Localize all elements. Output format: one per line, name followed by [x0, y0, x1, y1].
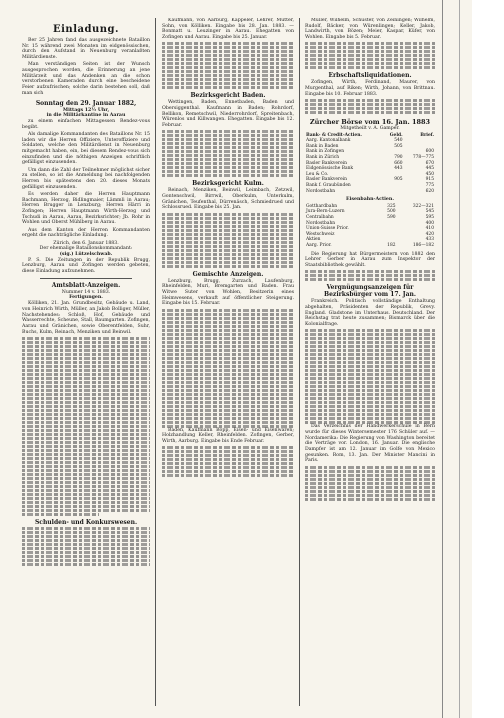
- dense-text-line: [305, 478, 435, 481]
- dense-text-line: [305, 417, 435, 420]
- dense-text-line: [22, 385, 150, 388]
- dense-text-line: [162, 405, 294, 408]
- dense-text-line: [22, 473, 150, 476]
- dense-text-line: [162, 229, 294, 232]
- dense-text-line: [162, 150, 294, 153]
- dense-text-line: [162, 146, 294, 149]
- dense-text-line: [162, 341, 294, 344]
- dense-text-line: [162, 329, 294, 332]
- dense-text-line: [22, 563, 150, 566]
- dense-text-line: [162, 325, 294, 328]
- column-rule: [299, 18, 300, 706]
- dense-text-line: [162, 237, 294, 240]
- dense-text-line: [162, 361, 294, 364]
- bourse-cell-name: Leu & Co.: [306, 171, 329, 177]
- section-subtitle: Nummer 14 v. 1883.: [61, 289, 111, 295]
- dense-text-line: [305, 490, 435, 493]
- dense-text-line: [22, 405, 150, 408]
- dense-text-line: [22, 337, 150, 340]
- column-left: [22, 18, 150, 708]
- dense-text-line: [162, 58, 294, 61]
- dense-text-line: [22, 461, 150, 464]
- dense-text-line: [162, 86, 294, 89]
- dense-text-line: [22, 341, 150, 344]
- dense-text-line: [22, 489, 150, 492]
- dense-text-line: [162, 42, 294, 45]
- dense-text-line: [305, 397, 435, 400]
- bourse-row: [305, 189, 435, 195]
- dense-text-line: [162, 389, 294, 392]
- bourse-cell-value: 778—775: [412, 155, 434, 160]
- dense-text-line: [22, 481, 150, 484]
- column-right: [305, 18, 435, 708]
- dense-text-line: [22, 441, 150, 444]
- invitation-paragraph: Es werden daher die Herren Hauptmann Bachmann, Herzog, Bidlingmaier, Lämmli in Aarau; Herren Brugger in Lenzburg; Herren Härri in Zofingen; Herren Hauptmann Wirth-Herzog und Tschudi in Aarau, Aarau, Bezirksrichter; Jb. Rohr in Wohlen und Oberst Mühlberg in Aarau.: [22, 191, 150, 226]
- bourse-cell-value: 500: [387, 209, 396, 215]
- postscript: P. S. Die Zeitungen in der Republik Brugg, Lenzburg, Aarau und Zofingen werden gebeten, diese Einladung aufzunehmen.: [22, 257, 150, 275]
- dense-text-line: [162, 66, 294, 69]
- bourse-cell-value: 400: [425, 220, 434, 226]
- dense-text-line: [305, 341, 435, 344]
- dense-text-line: [305, 389, 435, 392]
- dense-text-line: [22, 535, 150, 538]
- dense-text-line: [22, 527, 150, 530]
- column-rule: [155, 18, 156, 706]
- dense-text-line: [162, 446, 294, 449]
- dense-text-line: [162, 321, 294, 324]
- dense-text-line: [22, 501, 150, 504]
- dense-text-line: [162, 409, 294, 412]
- bourse-cell-name: Eidgenössische Bank: [306, 166, 354, 172]
- dense-text-line: [22, 493, 150, 496]
- dense-text-line: [22, 401, 150, 404]
- dense-text-line: [22, 365, 150, 368]
- bourse-cell-value: 775: [425, 182, 434, 188]
- bourse-cell-value: 790: [394, 155, 403, 160]
- dense-text-line: [162, 401, 294, 404]
- dense-text-line: [162, 138, 294, 141]
- dense-text-line: [162, 225, 294, 228]
- bourse-cell-value: 186—182: [412, 243, 434, 249]
- bourse-cell-name: Basler Bankverein: [306, 160, 347, 166]
- dense-text-line: [162, 417, 294, 420]
- invitation-intro: Ber 25 Jahren fand das ausgezeichnete Bataillon Nr. 15 während zwei Monaten im eidgenössischen, durch den Aufstand in Neuenburg veranlaßten Militärdienste.: [22, 38, 150, 61]
- dense-text-line: [305, 401, 435, 404]
- dense-text-line: [305, 329, 435, 332]
- dense-text-line: [162, 377, 294, 380]
- dense-text-line: [162, 170, 294, 173]
- dense-text-line: [305, 42, 435, 45]
- dense-text-line: [22, 357, 150, 360]
- dense-text-line: [162, 353, 294, 356]
- dense-text-line: [305, 58, 435, 61]
- dense-text-line: [22, 513, 99, 516]
- subsection-title: Erbschaftsliquidationen.: [328, 72, 412, 80]
- dense-text-line: [22, 425, 150, 428]
- dense-text-line: [162, 462, 294, 465]
- dense-text-line: [22, 497, 150, 500]
- dense-text-line: [22, 465, 150, 468]
- dense-text-line: [305, 66, 435, 69]
- dense-text-line: [162, 257, 294, 260]
- dense-text-line: [162, 217, 294, 220]
- dense-text-line: [22, 393, 150, 396]
- dense-text-line: [305, 353, 435, 356]
- dense-text-line: [22, 485, 150, 488]
- dense-text-line: [305, 369, 435, 372]
- dense-text-line: [22, 389, 150, 392]
- dense-text-line: [162, 82, 294, 85]
- dense-text-line: [162, 74, 294, 77]
- bourse-section: Eisenbahn-Actien.: [346, 197, 394, 203]
- invitation-paragraph: Als damalige Kommandanten des Bataillons Nr. 15 laden wir die Herren Offiziere, Unteroffiziere und Soldaten, welche den Militärdienst in Neuenburg mitgemacht haben, ein, bei diesem Rendez-vous sich einzufinden und die nöthigen Anzeigen schriftlich gefälligst einzusenden.: [22, 131, 150, 166]
- dense-text-line: [22, 413, 150, 416]
- bourse-cell-name: Nordostbahn: [306, 220, 336, 226]
- subsection-title: Bezirksgericht Kulm.: [192, 180, 264, 188]
- bourse-cell-value: 545: [425, 209, 434, 215]
- dense-text-line: [162, 174, 294, 177]
- dense-text-line: [162, 154, 294, 157]
- dense-text-line: [162, 309, 294, 312]
- dense-text-line: [162, 421, 294, 424]
- dense-text-line: [22, 417, 150, 420]
- dense-text-line: [162, 470, 294, 473]
- dense-text-line: [22, 429, 150, 432]
- page-edge-line: [442, 0, 443, 718]
- dense-text-line: [22, 551, 150, 554]
- bourse-cell-value: 915: [425, 177, 434, 183]
- dense-text-line: [22, 539, 150, 542]
- dense-text-line: [162, 317, 294, 320]
- dense-text-line: [305, 494, 435, 497]
- dense-text-line: [305, 361, 435, 364]
- dense-text-line: [305, 498, 435, 501]
- dense-text-line: [22, 449, 150, 452]
- dense-text-line: [162, 249, 294, 252]
- notice-text: Frankreich. Politisch vollständige Enthaltung abgehalten, Präsidenten der Republik, Grevy. England. Gladstone im Unterhaus. Deutschland. Der Reichstag trat heute zusammen; Bismarck über die Kolonialfrage.: [305, 299, 435, 328]
- dense-text-line: [162, 385, 294, 388]
- bourse-cell-value: 433: [425, 237, 434, 243]
- notice-text: Kaufmann, von Aarburg, Kappeler, Lehrer, Mutter, Sohn, von Kölliken. Eingabe bis 28. Jan. 1883. — Bonmatt u. Leuzinger in Aarau. Ehegatten von Zofingen und Aarau. Eingabe bis 25. Januar.: [162, 18, 294, 41]
- bourse-cell-name: Aktien: [306, 237, 321, 243]
- dense-text-line: [22, 453, 150, 456]
- bourse-cell-value: 505: [394, 143, 403, 149]
- event-date: Sonntag den 29. Januar 1882,: [35, 99, 137, 107]
- dense-text-line: [162, 221, 294, 224]
- dense-text-line: [162, 450, 294, 453]
- bourse-cell-value: 420: [425, 231, 434, 237]
- notice-text: Reinach, Menziken, Beinwil, Leimbach, Zetzwil, Gontenschwil, Birrwil, Oberkulm, Unterkulm, Gränichen, Teufenthal, Dürrenäsch, Schmiedrued und Schlossrued. Eingabe bis 25. Jan.: [162, 188, 294, 211]
- bourse-cell-value: 590: [387, 215, 396, 221]
- section-title: Amtsblatt-Anzeigen.: [51, 281, 121, 289]
- dense-text-line: [162, 166, 294, 169]
- bourse-cell-value: 620: [425, 188, 434, 194]
- dense-text-line: [162, 397, 294, 400]
- bourse-cell-name: Westschweiz: [306, 231, 335, 237]
- bourse-cell-name: Aarg. Kantonalbank: [306, 138, 351, 144]
- dense-text-line: [305, 345, 435, 348]
- notice-text: Kölliken, 21. Jan. Grundbesitz, Gebäude u. Land, von Heinrich Wirth, Müller, an Jakob Bolliger, Müller, Nachstehendes: Schloß, Hof, Gebäude und Wasserrechte, Scheune, Stall, Baumgarten. Zofingen, Aarau und Gränichen, sowie Oberentfelden, Suhr, Buchs, Kulm, Reinach, Menziken und Beinwil.: [22, 301, 150, 335]
- dense-text-line: [305, 381, 435, 384]
- signer: (sig.) Lützelschwab.: [59, 251, 113, 257]
- dense-text-line: [162, 142, 294, 145]
- dense-text-line: [305, 373, 435, 376]
- subsection-title: Vergnügungsanzeigen für Bezirksbürger vom 17. Jan.: [324, 284, 416, 299]
- dense-text-line: [305, 103, 435, 106]
- dense-text-line: [22, 369, 150, 372]
- dense-text-line: [162, 158, 294, 161]
- dense-text-line: [162, 349, 294, 352]
- dense-text-line: [305, 482, 435, 485]
- bourse-cell-name: Bank in Zürich: [306, 155, 340, 160]
- bourse-cell-value: Brief.: [420, 132, 434, 138]
- dense-text-line: [162, 241, 294, 244]
- dense-text-line: [162, 130, 294, 133]
- dense-text-line: [162, 345, 294, 348]
- dense-text-line: [22, 445, 150, 448]
- bourse-cell-value: 595: [425, 215, 434, 221]
- dense-text-line: [22, 559, 150, 562]
- dense-text-line: [22, 421, 150, 424]
- bourse-cell-name: Nordostbahn: [306, 188, 336, 194]
- dense-text-line: [305, 274, 435, 277]
- scan-margin: [472, 0, 504, 718]
- dense-text-line: [22, 531, 150, 534]
- dense-text-line: [162, 62, 294, 65]
- bourse-cell-value: 182: [387, 243, 396, 249]
- dense-text-line: [22, 457, 150, 460]
- dense-text-line: [22, 437, 150, 440]
- bourse-cell-name: Basler Bankverein: [306, 177, 347, 183]
- page-edge-line: [459, 0, 460, 718]
- bourse-cell-value: 600: [425, 149, 434, 155]
- bourse-cell-value: 410: [425, 226, 434, 232]
- dense-text-line: [22, 547, 150, 550]
- dense-text-line: [22, 433, 150, 436]
- dense-text-line: [162, 337, 294, 340]
- dense-text-line: [305, 421, 435, 424]
- invitation-paragraph: Aus dem Kanton der Herren Kommandanten ergeht die nachträgliche Einladung.: [22, 227, 150, 239]
- bourse-cell-value: 905: [394, 177, 403, 183]
- dense-text-line: [22, 505, 150, 508]
- dense-text-line: [22, 345, 150, 348]
- subsection-title: Gemischte Anzeigen.: [192, 270, 264, 278]
- notice-text: Lenzburg, Brugg, Zurzach, Laufenburg, Rheinfelden, Muri, Bremgarten und Baden. Frau Witwe Suter von Wohlen, Besitzerin eines Heimwesens, verkauft auf öffentlicher Steigerung. Eingabe bis 15. Februar.: [162, 278, 294, 307]
- dense-text-line: [305, 278, 435, 281]
- dense-text-line: [162, 466, 294, 469]
- dense-text-line: [22, 555, 150, 558]
- bourse-cell-value: 670: [425, 160, 434, 166]
- dense-text-line: [305, 466, 435, 469]
- dense-text-line: [22, 381, 150, 384]
- bourse-cell-name: Bank in Baden: [306, 143, 339, 149]
- bourse-cell-value: [384, 189, 404, 195]
- bourse-title-text: Zürcher Börse: [309, 117, 363, 126]
- dense-text-line: [305, 393, 435, 396]
- bourse-cell-value: 540: [394, 138, 403, 144]
- bourse-cell-value: 445: [425, 166, 434, 172]
- dense-text-line: [162, 213, 294, 216]
- bourse-cell-value: 450: [425, 171, 434, 177]
- bourse-cell-value: 322—321: [412, 203, 434, 209]
- dense-text-line: [162, 46, 294, 49]
- invitation-paragraph: Man verständigen Seiten ist der Wunsch ausgesprochen worden, die Erinnerung an jene Militärzeit und das Andenken an die schon verstorbenen Kameraden durch eine bescheidene Feier aufzufrischen; solche darin bestehen soll, daß man sich: [22, 62, 150, 96]
- dense-text-line: [162, 381, 294, 384]
- bourse-cell-value: Geld.: [389, 132, 403, 138]
- dense-text-line: [162, 78, 294, 81]
- dense-text-line: [305, 50, 435, 53]
- dense-text-line: [162, 369, 294, 372]
- divider: [40, 278, 132, 279]
- notice-text: Müller, Wilhelm, Schuster, von Zeiningen; Wilhelm, Rudolf, Bäcker, von Würenlingen; Keller, Jakob, Landwirth, von Bözen; Meier, Kaspar, Küfer, von Wohlen. Eingabe bis 5. Februar.: [305, 18, 435, 41]
- bourse-cell-name: Aarg. Prior.: [306, 243, 332, 249]
- invitation-title: Einladung.: [53, 24, 119, 35]
- bourse-cell-name: Jura-Bern-Luzern: [306, 209, 345, 215]
- dense-text-line: [162, 458, 294, 461]
- dense-text-line: [22, 469, 150, 472]
- dense-text-line: [305, 349, 435, 352]
- section-title: Schulden- und Konkurswesen.: [34, 518, 138, 526]
- bourse-cell-name: Bank f. Graubünden: [306, 182, 351, 188]
- dense-text-line: [162, 474, 294, 477]
- dense-text-line: [162, 393, 294, 396]
- bourse-title: [305, 118, 435, 126]
- subsection-title: Bezirksgericht Baden.: [190, 92, 266, 100]
- bourse-cell-value: 660: [394, 160, 403, 166]
- dense-text-line: [162, 70, 294, 73]
- bourse-table: [305, 133, 435, 195]
- dense-text-line: [162, 454, 294, 457]
- place-date: Zürich, den 6. Januar 1883.: [53, 240, 119, 246]
- dense-text-line: [162, 357, 294, 360]
- dense-text-line: [22, 409, 150, 412]
- notice-text: Die Regierung hat Bürgermeistern von 1882 den Lehrer Gerber in Aarau zum Inspektor der Staatsbibliothek gewählt.: [305, 251, 435, 269]
- dense-text-line: [305, 365, 435, 368]
- dense-text-line: [22, 477, 150, 480]
- invitation-paragraph: Um dann die Zahl der Teilnehmer möglichst sicher zu stellen, so ist die Anmeldung bei nachfolgenden Herren bis spätestens den 20. dieses Monats gefälligst einzusenden.: [22, 167, 150, 190]
- notice-text: Das Verzeichnis der Handwerkerschule in Bern wurde für dieses Wintersemester 176 Schüler auf. — Nordamerika: Die Regierung von Washington bereitet die Verträge vor. London, 16. Januar. Die englische Dampfer ist am 12. Januar im Golfe von Mexico gesunken. Rom, 13. Jan. Der Minister Mancini in Paris.: [305, 424, 435, 464]
- dense-text-line: [162, 373, 294, 376]
- dense-text-line: [305, 337, 435, 340]
- dense-text-line: [305, 486, 435, 489]
- dense-text-line: [305, 333, 435, 336]
- dense-text-line: [22, 509, 150, 512]
- dense-text-line: [162, 245, 294, 248]
- dense-text-line: [305, 270, 435, 273]
- signoff: Der ehemalige Bataillonskommandant:: [39, 246, 133, 252]
- notice-text: Zofingen, Wirth, Ferdinand, Maurer, von Murgenthal, auf Riken; Wirth, Johann, von Brittnau. Eingabe bis 10. Februar 1883.: [305, 80, 435, 97]
- column-middle: [162, 18, 294, 708]
- dense-text-line: [162, 233, 294, 236]
- dense-text-line: [305, 474, 435, 477]
- subsection-title: Fertigungen.: [69, 295, 103, 301]
- notice-text: Baden, Kaufmann Bopp, Eisen- und Eisenwaren; Holzhandlung Keller, Rheinfelden. Zofingen, Gerber, Wirth, Aarburg. Eingabe bis Ende Februar.: [162, 427, 294, 445]
- dense-text-line: [305, 385, 435, 388]
- dense-text-line: [22, 377, 150, 380]
- notice-text: Wettingen, Baden, Ennetbaden, Baden und Obersiggenthal. Kaufmann in Baden; Rohrdorf, Bellikon, Remetschwil, Niederrohrdorf, Spreitenbach, Würenlos und Killwangen. Ehegatten. Eingabe bis 12. Februar.: [162, 100, 294, 129]
- dense-text-line: [162, 54, 294, 57]
- bourse-date: vom 16. Jan. 1883: [364, 117, 431, 126]
- dense-text-line: [162, 261, 294, 264]
- dense-text-line: [22, 353, 150, 356]
- dense-text-line: [162, 313, 294, 316]
- dense-text-line: [305, 357, 435, 360]
- dense-text-line: [162, 425, 294, 428]
- dense-text-line: [162, 265, 294, 268]
- dense-text-line: [305, 62, 435, 65]
- dense-text-line: [305, 409, 435, 412]
- dense-text-line: [305, 46, 435, 49]
- dense-text-line: [22, 397, 150, 400]
- event-time: Mittags 12½ Uhr,: [62, 107, 110, 113]
- dense-text-line: [162, 333, 294, 336]
- bourse-cell-name: Gotthardbahn: [306, 203, 338, 209]
- dense-text-line: [162, 253, 294, 256]
- event-place: in die Militärkantine in Aarau: [46, 113, 126, 119]
- bourse-cell-name: Union-Suisse Prior.: [306, 226, 349, 232]
- bourse-cell-value: 443: [394, 166, 403, 172]
- dense-text-line: [162, 365, 294, 368]
- dense-text-line: [305, 99, 435, 102]
- dense-text-line: [22, 361, 150, 364]
- bourse-subtitle: Mitgetheilt v. A. Gamper.: [340, 125, 400, 131]
- bourse-cell-value: 325: [387, 203, 396, 209]
- bourse-cell-name: Bank in Zofingen: [306, 149, 345, 155]
- dense-text-line: [305, 377, 435, 380]
- dense-text-line: [305, 470, 435, 473]
- invitation-paragraph: zu einem einfachen Mittagessen Rendez-vous begibt.: [22, 118, 150, 130]
- dense-text-line: [22, 373, 150, 376]
- dense-text-line: [305, 107, 435, 110]
- dense-text-line: [22, 349, 150, 352]
- bourse-row: [305, 243, 435, 249]
- dense-text-line: [162, 162, 294, 165]
- dense-text-line: [305, 111, 435, 114]
- dense-text-line: [162, 50, 294, 53]
- dense-text-line: [162, 134, 294, 137]
- dense-text-line: [305, 405, 435, 408]
- bourse-cell-name: Bank- & Credit-Actien.: [306, 132, 362, 138]
- dense-text-line: [305, 413, 435, 416]
- dense-text-line: [22, 543, 150, 546]
- dense-text-line: [162, 413, 294, 416]
- dense-text-line: [305, 54, 435, 57]
- bourse-cell-name: Centralbahn: [306, 215, 334, 221]
- bourse-table: [305, 204, 435, 249]
